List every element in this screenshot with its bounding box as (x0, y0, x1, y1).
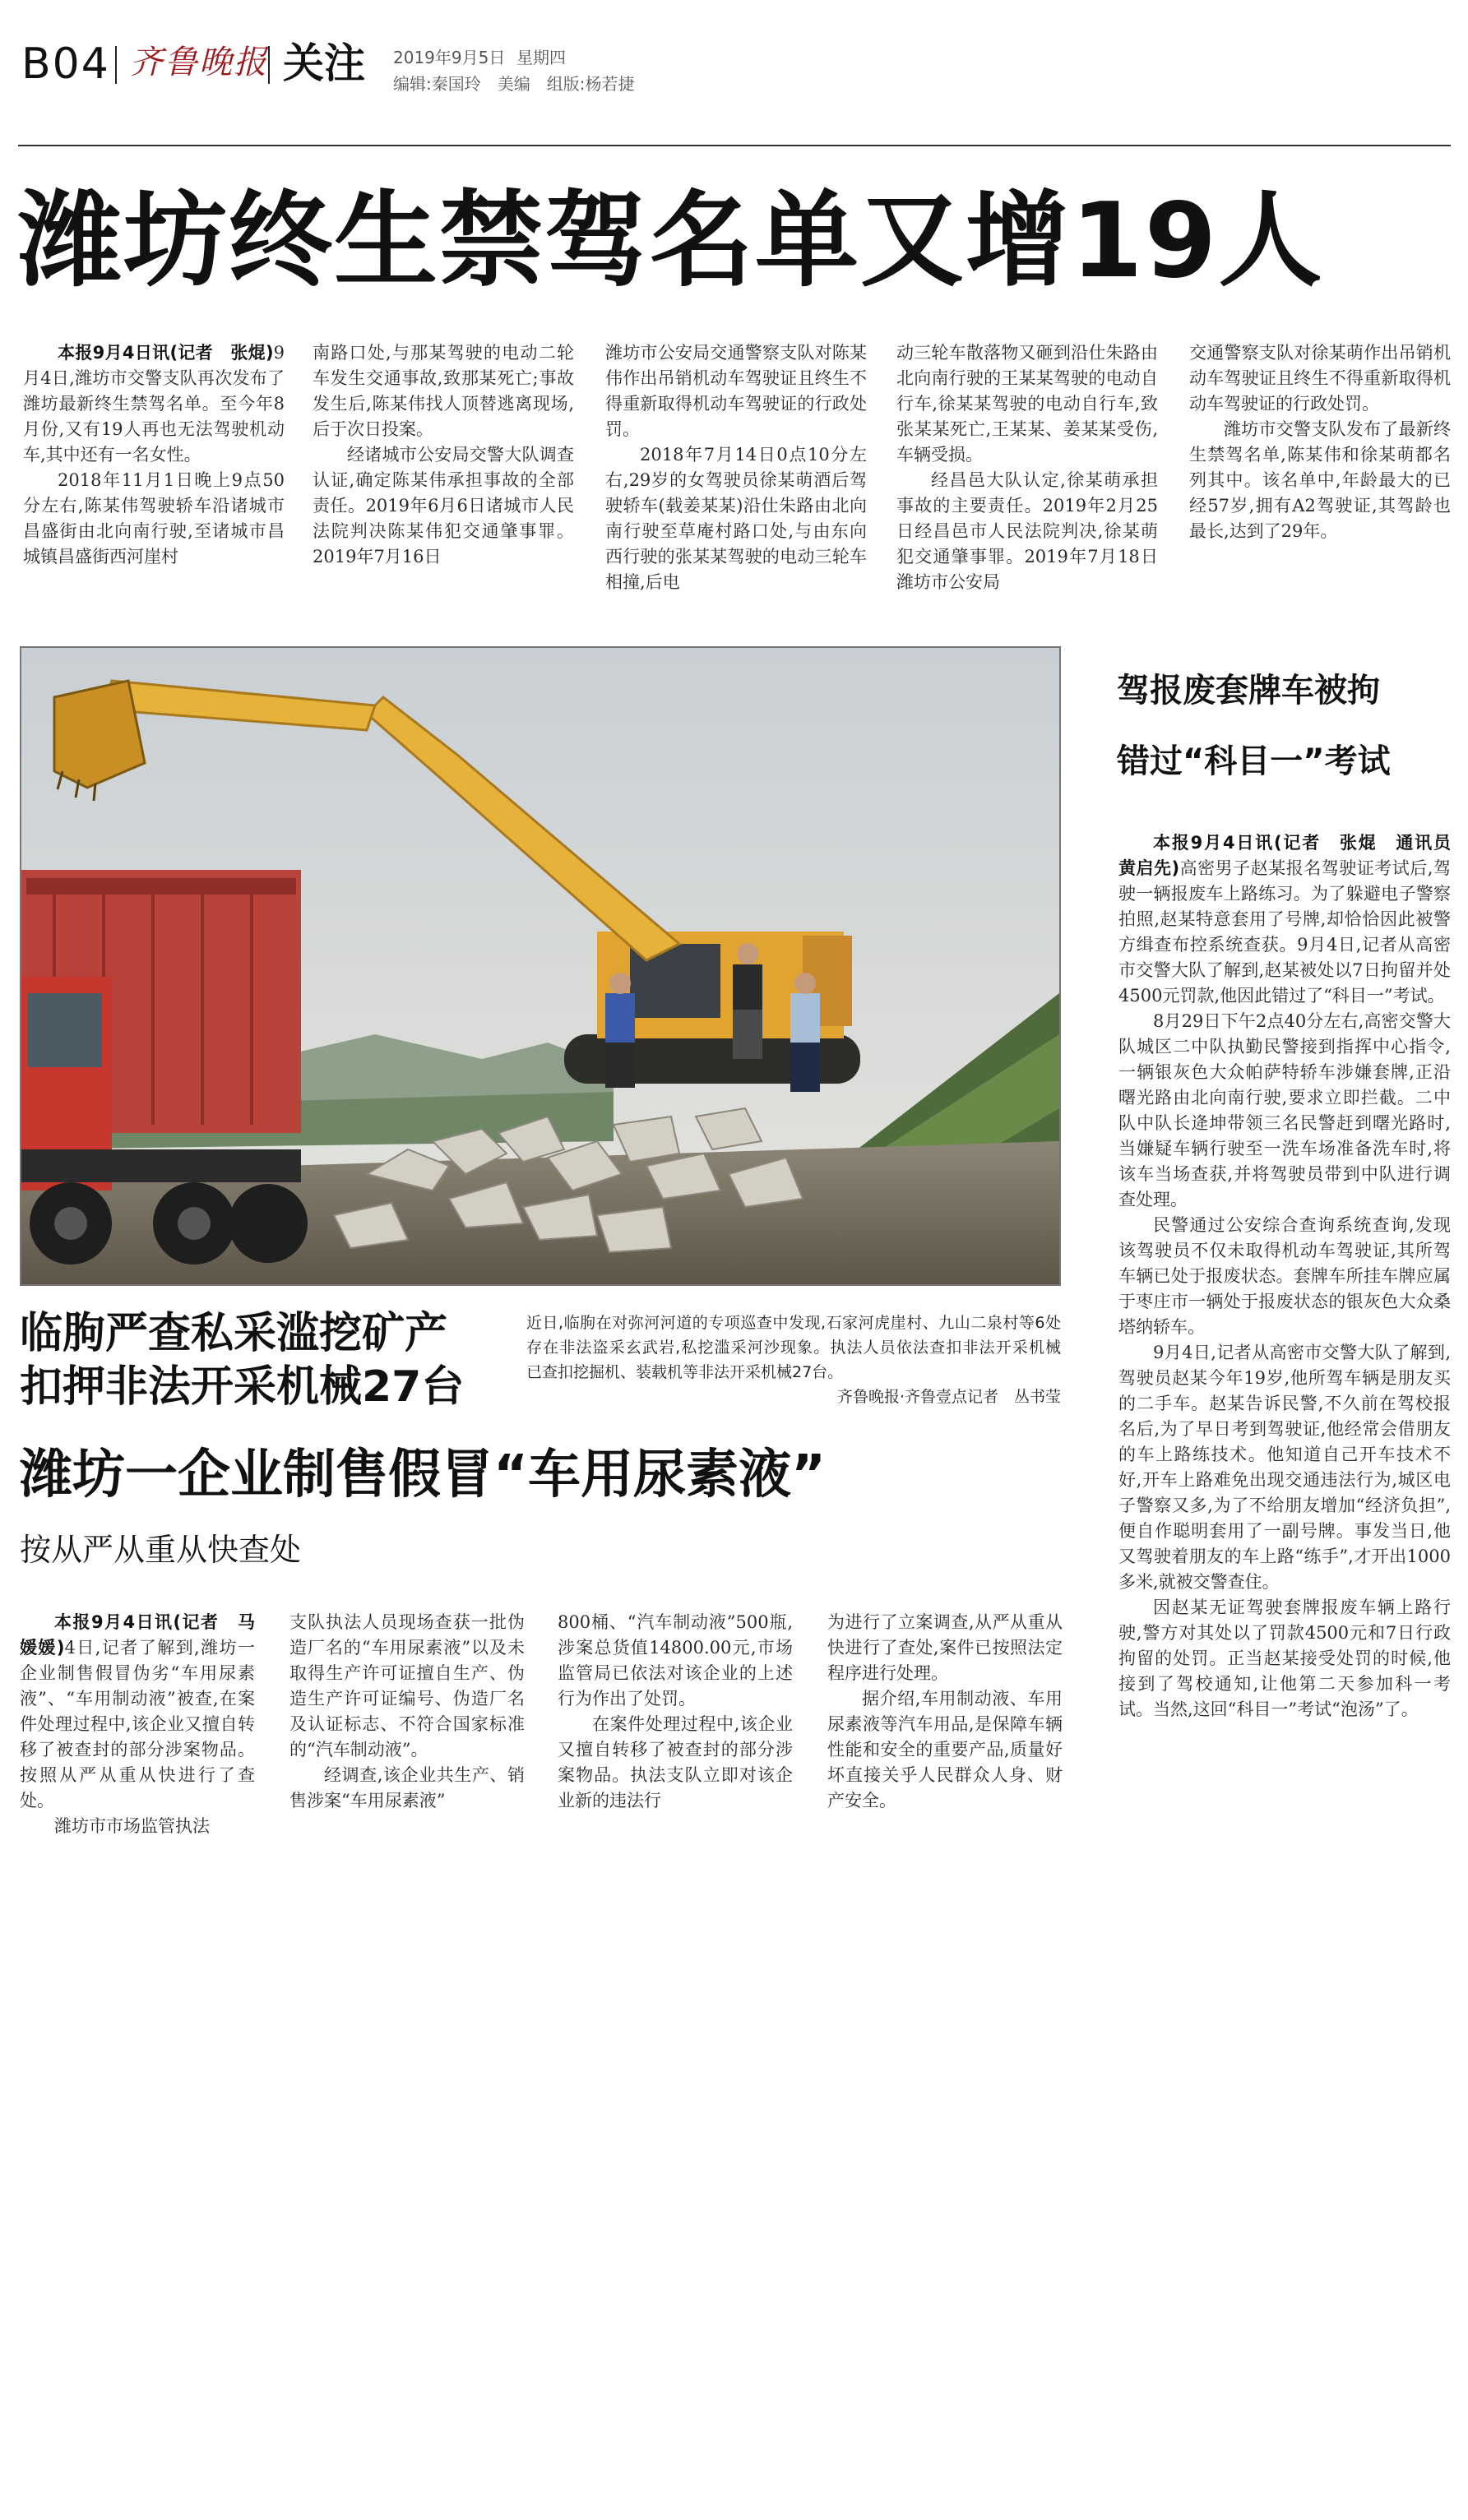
urea-story-text: 潍坊市市场监管执法 (54, 1816, 210, 1836)
masthead-divider (268, 46, 270, 84)
excavator-photo (20, 646, 1061, 1286)
main-story-byline: 本报9月4日讯(记者 张焜) (58, 343, 274, 363)
side-story-headline-line-2: 错过“科目一”考试 (1117, 742, 1391, 780)
issue-weekday: 星期四 (516, 48, 566, 67)
main-story-column-1 (23, 340, 285, 587)
side-story-text: 民警通过公安综合查询系统查询,发现该驾驶员不仅未取得机动车驾驶证,其所驾车辆已处于报废状态。套牌车所挂车牌应属于枣庄市一辆处于报废状态的银灰色大众桑塔纳轿车。 (1118, 1215, 1451, 1337)
main-story-column-5 (1189, 340, 1451, 587)
photo-caption-text: 近日,临朐在对弥河河道的专项巡查中发现,石家河虎崖村、九山二泉村等6处存在非法盗采玄武岩,私挖滥采河沙现象。执法人员依法查扣非法开采机械 已查扣挖掘机、装载机等非法开采机械27台。 (526, 1314, 1077, 1381)
main-story-text: 潍坊市交警支队发布了最新终生禁驾名单,陈某伟和徐某萌都名列其中。该名单中,年龄最大的已经57岁,拥有A2驾驶证,其驾龄也最长,达到了29年。 (1189, 419, 1451, 541)
main-story-column-4 (896, 340, 1158, 592)
photo-credit: 齐鲁晚报·齐鲁壹点记者 丛书莹 (836, 1388, 1061, 1406)
urea-story-text: 在案件处理过程中,该企业又擅自转移了被查封的部分涉案物品。执法支队立即对该企业新的违法行 (558, 1714, 793, 1810)
urea-story-text: 经调查,该企业共生产、销售涉案“车用尿素液” (289, 1765, 525, 1810)
main-story-column-3 (605, 340, 867, 592)
editor-credits: 编辑:秦国玲 美编 组版:杨若捷 (393, 74, 635, 94)
urea-story-subheadline: 按从严从重从快查处 (20, 1532, 302, 1568)
urea-story-column-2 (289, 1610, 525, 1840)
photo-story-headline (20, 1307, 464, 1414)
main-headline: 潍坊终生禁驾名单又增19人 (18, 180, 1324, 301)
masthead-rule (18, 145, 1451, 146)
side-story-text: 8月29日下午2点40分左右,高密交警大队城区二中队执勤民警接到指挥中心指令,一辆银灰色大众帕萨特轿车涉嫌套牌,正沿曙光路由北向南行驶,要求立即拦截。二中队中队长逄坤带领三名民警赶到曙光路时,当嫌疑车辆行驶至一洗车场准备洗车时,将该车当场查获,并将驾驶员带到中队进行调查处理。 (1118, 1011, 1451, 1209)
photo-caption (526, 1311, 1077, 1409)
main-story-text: 南路口处,与那某驾驶的电动二轮车发生交通事故,致那某死亡;事故发生后,陈某伟找人顶替逃离现场,后于次日投案。 (313, 343, 574, 439)
side-story-text: 因赵某无证驾驶套牌报废车辆上路行驶,警方对其处以了罚款4500元和7日行政拘留的处罚。正当赵某接受处罚的时候,他接到了驾校通知,让他第二天参加科一考试。当然,这回“科目一”考试“泡汤”了。 (1118, 1598, 1451, 1719)
urea-story-column-1 (20, 1610, 255, 1840)
main-story-column-2 (313, 340, 574, 587)
main-story-text: 潍坊市公安局交通警察支队对陈某伟作出吊销机动车驾驶证且终生不得重新取得机动车驾驶证的行政处罚。 (605, 343, 867, 439)
issue-date: 2019年9月5日 (393, 48, 506, 67)
page-number: B04 (21, 39, 110, 89)
side-story-headline-line-1: 驾报废套牌车被拘 (1117, 672, 1380, 710)
side-story-body (1118, 830, 1468, 1833)
photo-story-headline-line-2: 扣押非法开采机械27台 (20, 1362, 465, 1412)
masthead-divider (115, 46, 117, 84)
photo-story-headline-line-1: 临朐严查私采滥挖矿产 (20, 1309, 448, 1358)
urea-story-text: 据介绍,车用制动液、车用尿素液等汽车用品,是保障车辆性能和安全的重要产品,质量好坏直接关乎人民群众人身、财产安全。 (827, 1689, 1063, 1810)
main-story-text: 交通警察支队对徐某萌作出吊销机动车驾驶证且终生不得重新取得机动车驾驶证的行政处罚。 (1189, 343, 1451, 414)
main-story-text: 经诸城市公安局交警大队调查认证,确定陈某伟承担事故的全部责任。2019年6月6日诸城市人民法院判决陈某伟犯交通肇事罪。2019年7月16日 (313, 445, 574, 566)
urea-story-headline: 潍坊一企业制售假冒“车用尿素液” (20, 1445, 827, 1505)
urea-story-column-3 (558, 1610, 793, 1840)
main-story-text: 经昌邑大队认定,徐某萌承担事故的主要责任。2019年2月25日经昌邑市人民法院判决,徐某萌犯交通肇事罪。2019年7月18日潍坊市公安局 (896, 470, 1158, 592)
urea-story-text: 支队执法人员现场查获一批伪造厂名的“车用尿素液”以及未取得生产许可证擅自生产、伪造生产许可证编号、伪造厂名及认证标志、不符合国家标准的“汽车制动液”。 (289, 1612, 525, 1759)
urea-story-text: 800桶、“汽车制动液”500瓶,涉案总货值14800.00元,市场监管局已依法对该企业的上述行为作出了处罚。 (558, 1612, 793, 1709)
side-story-text: 高密男子赵某报名驾驶证考试后,驾驶一辆报废车上路练习。为了躲避电子警察拍照,赵某特意套用了号牌,却恰恰因此被警方缉查布控系统查获。9月4日,记者从高密市交警大队了解到,赵某被处以7日拘留并处4500元罚款,他因此错过了“科目一”考试。 (1118, 858, 1451, 1006)
urea-story-text: 为进行了立案调查,从严从重从快进行了查处,案件已按照法定程序进行处理。 (827, 1612, 1063, 1683)
urea-story-byline: 本报9月4日讯(记者 马媛媛) (20, 1612, 255, 1658)
newspaper-logo: 齐鲁晚报 (130, 44, 268, 81)
urea-story-text: 4日,记者了解到,潍坊一企业制售假冒伪劣“车用尿素液”、“车用制动液”被查,在案件处理过程中,该企业又擅自转移了被查封的部分涉案物品。按照从严从重从快进行了查处。 (20, 1638, 255, 1810)
side-story-text: 9月4日,记者从高密市交警大队了解到,驾驶员赵某今年19岁,他所驾车辆是朋友买的二手车。赵某告诉民警,不久前在驾校报名后,为了早日考到驾驶证,他经常会借朋友的车上路练技术。他知道自己开车技术不好,开车上路难免出现交通违法行为,城区电子警察又多,为了不给朋友增加“经济负担”,便自作聪明套用了一副号牌。事发当日,他又驾驶着朋友的车上路“练手”,才开出1000多米,就被交警查住。 (1118, 1343, 1451, 1592)
side-story-byline: 本报9月4日讯(记者 张焜 通讯员 黄启先) (1118, 833, 1468, 878)
main-story-text: 9月4日,潍坊市交警支队再次发布了潍坊最新终生禁驾名单。至今年8月份,又有19人再也无法驾驶机动车,其中还有一名女性。 (23, 343, 285, 465)
main-story-text: 动三轮车散落物又砸到沿仕朱路由北向南行驶的王某某驾驶的电动自行车,徐某某驾驶的电动自行车,致张某某死亡,王某某、姜某某受伤,车辆受损。 (896, 343, 1158, 465)
section-title: 关注 (283, 39, 365, 87)
main-story-text: 2018年7月14日0点10分左右,29岁的女驾驶员徐某萌酒后驾驶轿车(载姜某某)沿仕朱路由北向南行驶至草庵村路口处,与由东向西行驶的张某某驾驶的电动三轮车相撞,后电 (605, 445, 867, 592)
main-story-text: 2018年11月1日晚上9点50分左右,陈某伟驾驶轿车沿诸城市昌盛街由北向南行驶,至诸城市昌城镇昌盛街西河崖村 (23, 470, 285, 566)
urea-story-column-4 (827, 1610, 1063, 1840)
